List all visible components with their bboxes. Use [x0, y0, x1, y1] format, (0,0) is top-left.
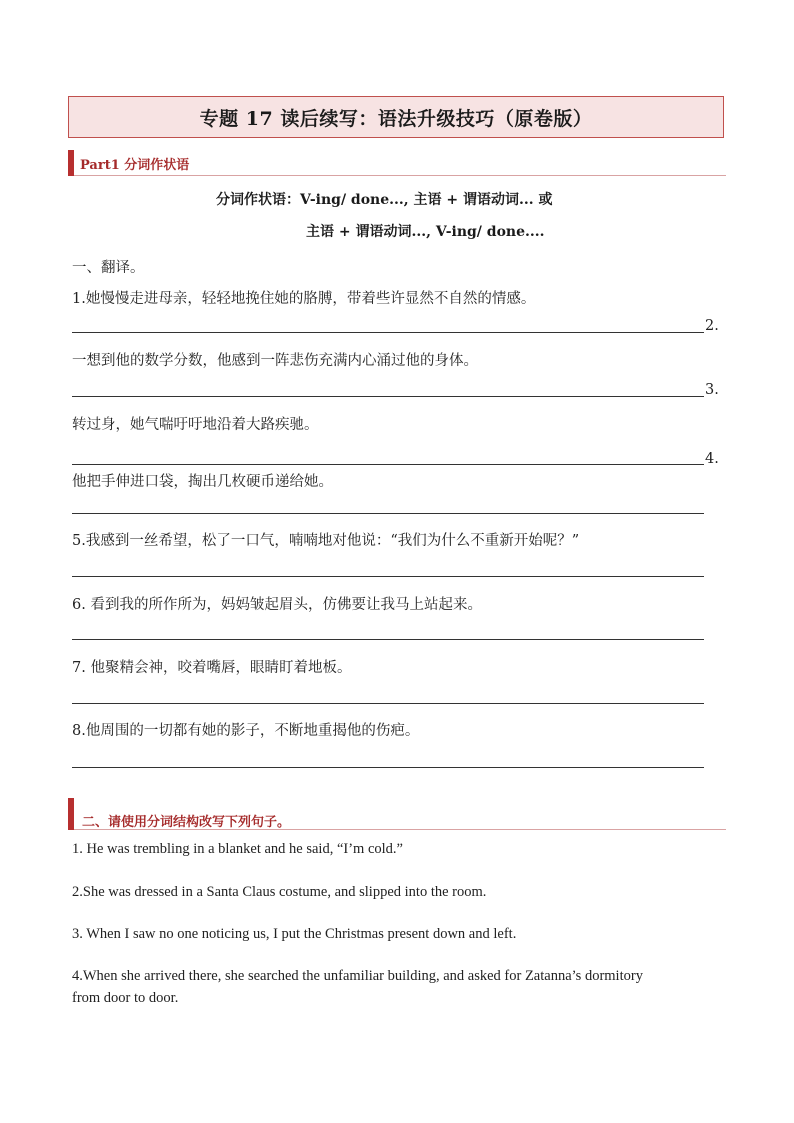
answer-line-6[interactable] [72, 639, 704, 640]
formula-line-1: 分词作状语：V-ing/ done..., 主语 + 谓语动词... 或 [216, 192, 553, 208]
answer-line-4[interactable] [72, 513, 704, 514]
part1-header [68, 150, 726, 176]
translate-item-5: 5.我感到一丝希望，松了一口气，喃喃地对他说：“我们为什么不重新开始呢？” [72, 533, 580, 549]
rewrite-item-1: 1. He was trembling in a blanket and he said, “I’m cold.” [72, 841, 403, 857]
translate-item-2: 一想到他的数学分数，他感到一阵悲伤充满内心涌过他的身体。 [72, 353, 478, 369]
answer-line-8[interactable] [72, 767, 704, 768]
answer-line-7[interactable] [72, 703, 704, 704]
answer-line-2[interactable] [72, 396, 704, 397]
translate-item-7: 7. 他聚精会神，咬着嘴唇，眼睛盯着地板。 [72, 660, 352, 676]
translate-item-4: 他把手伸进口袋，掏出几枚硬币递给她。 [72, 474, 333, 490]
rewrite-item-4-continued: from door to door. [72, 990, 179, 1006]
rewrite-item-4: 4.When she arrived there, she searched the unfamiliar building, and asked for Zatanna’s dormitory [72, 968, 643, 984]
translate-item-3: 转过身，她气喘吁吁地沿着大路疾驰。 [72, 417, 319, 433]
formula-line-2: 主语 + 谓语动词..., V-ing/ done.... [306, 224, 545, 240]
translate-item-6: 6. 看到我的所作所为，妈妈皱起眉头，仿佛要让我马上站起来。 [72, 597, 482, 613]
title-banner [68, 96, 724, 138]
section2-header [68, 798, 726, 830]
part1-accent-bar [68, 150, 74, 176]
rewrite-item-3: 3. When I saw no one noticing us, I put the Christmas present down and left. [72, 926, 517, 942]
item-number-4: 4. [705, 451, 719, 467]
section1-heading: 一、翻译。 [72, 260, 145, 276]
answer-line-5[interactable] [72, 576, 704, 577]
item-number-2: 2. [705, 318, 719, 334]
translate-item-8: 8.他周围的一切都有她的影子，不断地重揭他的伤疤。 [72, 723, 420, 739]
item-number-3: 3. [705, 382, 719, 398]
translate-item-1: 1.她慢慢走进母亲，轻轻地挽住她的胳膊，带着些许显然不自然的情感。 [72, 291, 536, 307]
answer-line-3[interactable] [72, 464, 704, 465]
section2-accent-bar [68, 798, 74, 830]
answer-line-1[interactable] [72, 332, 704, 333]
rewrite-item-2: 2.She was dressed in a Santa Claus costume, and slipped into the room. [72, 884, 487, 900]
part1-label: Part1 分词作状语 [80, 158, 190, 173]
section2-heading: 二、请使用分词结构改写下列句子。 [82, 815, 291, 830]
page-title: 专题 17 读后续写：语法升级技巧（原卷版） [199, 107, 593, 130]
